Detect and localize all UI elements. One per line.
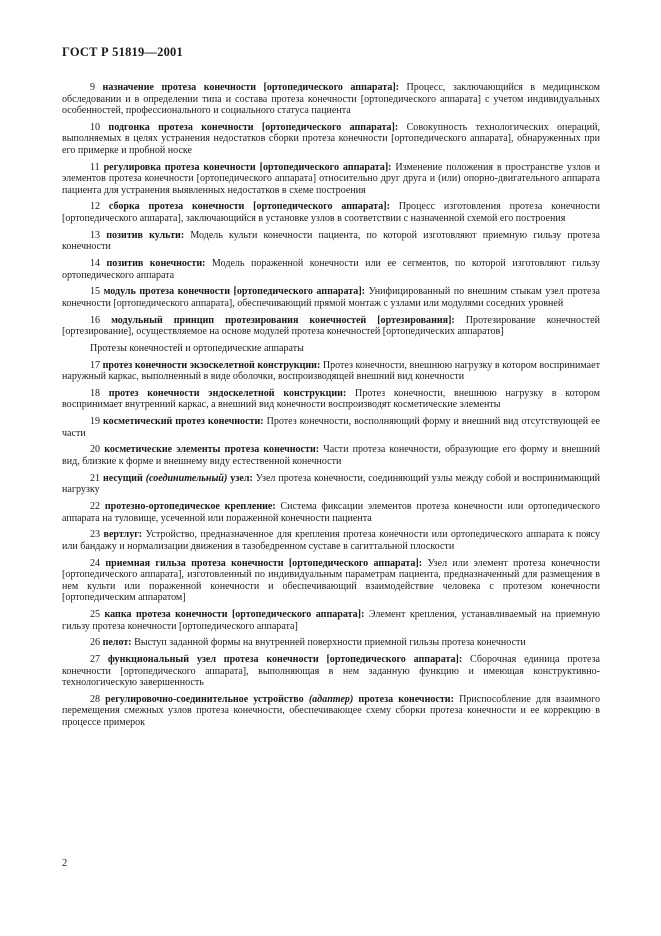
term-entry — [62, 201, 600, 224]
entry-term: назначение протеза конечности [ортопедического аппарата]: — [102, 82, 400, 93]
entry-number: 13 — [90, 229, 101, 241]
term-entry — [62, 315, 600, 338]
entry-number: 19 — [90, 416, 101, 428]
entry-number: 12 — [90, 201, 101, 213]
entry-definition: Приспособление для взаимного перемещения смежных узлов протеза конечности, обеспечивающее схему сборки протеза конечности и ее коррекцию в процессе примерок — [62, 693, 601, 728]
entry-term: несущий — [102, 472, 143, 484]
entry-term-qualifier: (адаптер) — [308, 693, 354, 705]
term-entry — [62, 473, 600, 496]
entry-definition: Изменение положения в пространстве узлов и элементов протеза конечности [ортопедического аппарата] относительно друг друга и (или) опорно-двигательного аппарата пациента для устранения выявленных недостатков в схеме построения — [62, 161, 600, 196]
entry-definition: Процесс изготовления протеза конечности [ортопедического аппарата], заключающийся в установке узлов в соответствии с назначенной схемой его построения — [62, 201, 601, 225]
term-entry — [62, 360, 600, 383]
term-entry — [62, 388, 600, 411]
entry-number: 26 — [90, 637, 101, 649]
entry-number: 10 — [90, 121, 101, 133]
entry-term: регулировочно-соединительное устройство — [105, 693, 304, 705]
term-entry — [62, 529, 600, 552]
term-entry — [62, 416, 600, 439]
entry-definition: Протез конечности, внешнюю нагрузку в котором воспринимает наружный каркас, выполненный в виде оболочки, воспроизводящей внешний вид конечности — [62, 359, 600, 383]
entry-definition: Протезирование конечностей [ортезирование], осуществляемое на основе модулей протеза конечностей [ортопедических аппаратов] — [62, 314, 600, 338]
entry-definition: Модель культи конечности пациента, по которой изготовляют приемную гильзу протеза конечности — [62, 229, 601, 253]
entry-definition: Элемент крепления, устанавливаемый на приемную гильзу протеза конечности [ортопедического аппарата] — [62, 608, 600, 632]
term-entry — [62, 654, 600, 689]
entry-definition: Части протеза конечности, образующие его форму и внешний вид, близкие к форме и внешнему виду естественной конечности — [62, 444, 601, 468]
entry-number: 17 — [90, 359, 101, 371]
entry-number: 22 — [90, 501, 101, 513]
term-entry — [62, 162, 600, 197]
entry-number: 27 — [90, 653, 101, 665]
entry-definition: Выступ заданной формы на внутренней поверхности приемной гильзы протеза конечности — [134, 637, 526, 649]
entry-definition: Протез конечности, восполняющий форму и внешний вид отсутствующей ее части — [62, 416, 600, 439]
term-entry — [62, 122, 600, 157]
entry-term: косметический протез конечности: — [103, 416, 264, 428]
entry-term: капка протеза конечности [ортопедического аппарата]: — [104, 608, 365, 620]
entry-number: 23 — [90, 529, 101, 541]
entry-term-continued: протеза конечности: — [358, 693, 454, 705]
entry-number: 21 — [90, 472, 101, 484]
entry-number: 20 — [90, 444, 101, 456]
entry-term: косметические элементы протеза конечности: — [104, 444, 320, 456]
entry-term: функциональный узел протеза конечности [ортопедического аппарата]: — [107, 653, 463, 665]
entry-definition: Сборочная единица протеза конечности [ортопедического аппарата], выполняющая в нем заданную функцию и имеющая конструктивно-технологическую завершенность — [62, 653, 600, 689]
entry-number: 18 — [90, 387, 101, 399]
entry-term: протезно-ортопедическое крепление: — [104, 501, 276, 513]
term-entry — [62, 230, 600, 253]
entry-term: модуль протеза конечности [ортопедического аппарата]: — [103, 286, 366, 298]
entry-number: 14 — [90, 258, 101, 270]
entry-term: позитив конечности: — [106, 258, 206, 270]
entry-definition: Совокупность технологических операций, выполняемых в целях устранения недостатков сборки протеза конечности [ортопедического аппарата], обнаруженных при его примерке и пробной носке — [62, 121, 600, 156]
entry-definition: Протез конечности, внешнюю нагрузку в котором воспринимает внутренний каркас, а внешний вид конечности воспроизводят косметические элементы — [62, 387, 600, 411]
term-entry — [62, 609, 600, 632]
entry-term: подгонка протеза конечности [ортопедического аппарата]: — [108, 121, 399, 133]
entry-term: протез конечности эндоскелетной конструкции: — [108, 387, 347, 399]
term-entry — [62, 501, 600, 524]
entry-term: позитив культи: — [106, 229, 185, 241]
entry-definition: Система фиксации элементов протеза конечности или ортопедического аппарата на туловище, усеченной или пораженной конечности пациента — [62, 501, 601, 524]
entry-definition: Узел протеза конечности, соединяющий узлы между собой и воспринимающий нагрузку — [62, 472, 601, 496]
entry-term-qualifier: (соединительный) — [145, 472, 228, 484]
entry-definition: Модель пораженной конечности или ее сегментов, по которой изготовляют гильзу ортопедического аппарата — [62, 258, 600, 281]
entry-term: протез конечности экзоскелетной конструкции: — [102, 359, 321, 371]
entry-definition: Унифицированный по внешним стыкам узел протеза конечности [ортопедического аппарата], обеспечивающий прямой монтаж с узлами или модулями соседних уровней — [62, 286, 601, 309]
entry-term-continued: узел: — [230, 472, 253, 484]
term-entry — [62, 258, 600, 281]
section-heading — [62, 343, 600, 355]
term-entry — [62, 286, 600, 309]
entry-number: 25 — [90, 608, 101, 620]
entry-term: приемная гильза протеза конечности [ортопедического аппарата]: — [105, 557, 423, 569]
page-number: 2 — [62, 858, 68, 869]
document-header: ГОСТ Р 51819—2001 — [62, 45, 183, 59]
entry-number: 15 — [90, 286, 101, 298]
entry-term: регулировка протеза конечности [ортопедического аппарата]: — [103, 161, 392, 173]
term-entry — [62, 694, 600, 729]
term-entry — [62, 637, 600, 649]
section-heading-text: Протезы конечностей и ортопедические аппараты — [90, 342, 304, 354]
entry-term: пелот: — [102, 637, 132, 649]
terms-list — [62, 82, 600, 734]
term-entry — [62, 82, 600, 117]
entry-number: 9 — [90, 82, 96, 93]
entry-definition: Процесс, заключающийся в медицинском обследовании и в определении типа и состава протеза конечности [ортопедического аппарата] с учетом индивидуальных особенностей, профессионального и социального статуса пациента — [62, 82, 600, 117]
entry-number: 16 — [90, 314, 101, 326]
entry-definition: Устройство, предназначенное для крепления протеза конечности или ортопедического аппарата к поясу или бандажу и нормализации движения в тазобедренном суставе в сагиттальной плоскости — [62, 529, 601, 552]
entry-number: 11 — [90, 161, 100, 173]
entry-definition: Узел или элемент протеза конечности [ортопедического аппарата], изготовленный по индивидуальным параметрам пациента, предназначенный для размещения в нем культи или пораженной конечности и обеспечивающий взаимодействие человека с протезом конечности [ортопедическим аппаратом] — [62, 557, 600, 604]
entry-term: вертлуг: — [103, 529, 143, 541]
term-entry — [62, 558, 600, 604]
term-entry — [62, 444, 600, 467]
entry-number: 28 — [90, 693, 101, 705]
entry-term: сборка протеза конечности [ортопедического аппарата]: — [108, 201, 390, 213]
entry-number: 24 — [90, 557, 101, 569]
entry-term: модульный принцип протезирования конечностей [ортезирования]: — [111, 314, 455, 326]
